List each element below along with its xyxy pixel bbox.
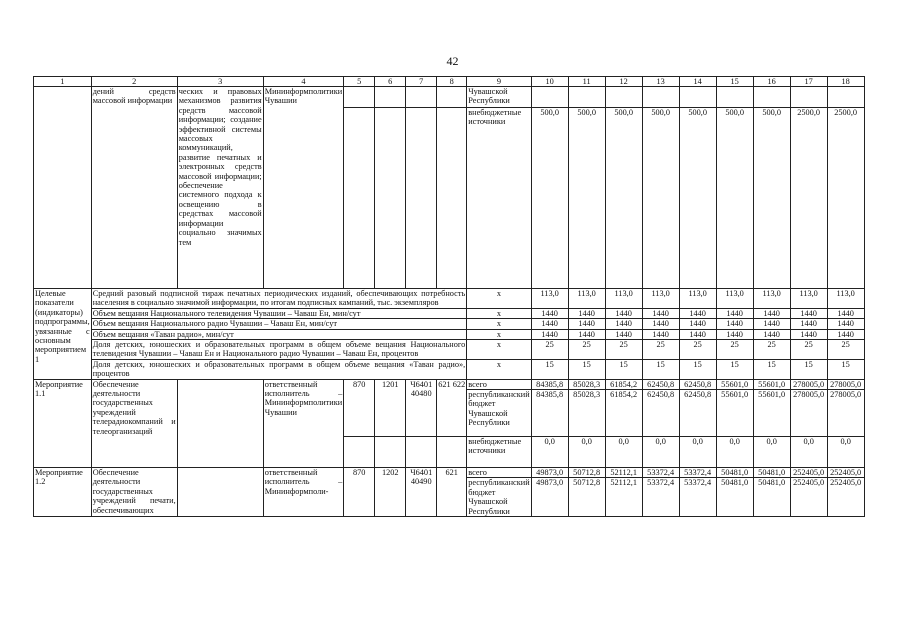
value-cell: 1440	[568, 329, 605, 339]
value-cell: 1440	[531, 319, 568, 329]
value-cell: 15	[642, 359, 679, 379]
value-cell: 50712,8	[568, 478, 605, 517]
value-cell: 1440	[531, 308, 568, 318]
cont-s1-source: Чувашской Республики	[467, 87, 531, 108]
value-cell: 55601,0	[753, 390, 790, 437]
value-cell: 62450,8	[642, 390, 679, 437]
target-row	[34, 308, 865, 318]
value-cell: 0,0	[679, 437, 716, 468]
value-cell: 500,0	[753, 108, 790, 289]
value-cell: 113,0	[642, 289, 679, 309]
value-cell: 113,0	[827, 289, 864, 309]
value-cell: 113,0	[531, 289, 568, 309]
value-cell: 500,0	[568, 108, 605, 289]
value-cell: 1440	[790, 329, 827, 339]
value-cell: 25	[753, 340, 790, 360]
target-text: Объем вещания «Таван радио», мин/сут	[91, 329, 467, 339]
value-cell: 500,0	[642, 108, 679, 289]
value-cell: 49873,0	[531, 478, 568, 517]
cont-c4: Мининформполитики Чувашии	[263, 87, 344, 289]
value-cell: 25	[827, 340, 864, 360]
value-cell: 15	[753, 359, 790, 379]
target-text: Объем вещания Национального радио Чувашии – Чаваш Ен, мин/сут	[91, 319, 467, 329]
value-cell: 1440	[679, 329, 716, 339]
value-cell: 113,0	[605, 289, 642, 309]
header-cell: 4	[263, 77, 344, 87]
target-row	[34, 340, 865, 360]
value-cell: 1440	[679, 308, 716, 318]
value-cell: 1440	[790, 319, 827, 329]
m11-label: Мероприятие 1.1	[34, 379, 92, 467]
header-cell: 14	[679, 77, 716, 87]
m11-c6: 1201	[375, 379, 406, 436]
value-cell: 15	[790, 359, 827, 379]
value-cell: 0,0	[716, 437, 753, 468]
value-cell: 55601,0	[716, 379, 753, 389]
header-cell: 6	[375, 77, 406, 87]
value-cell: 15	[716, 359, 753, 379]
value-cell: 1440	[605, 308, 642, 318]
target-text: Доля детских, юношеских и образовательных программ в общем объеме вещания «Таван радио», процентов	[92, 359, 466, 379]
m11-responsible: ответственный исполнитель – Мининформполитики Чувашии	[263, 379, 344, 467]
target-x: x	[467, 308, 531, 318]
value-cell: 0,0	[568, 437, 605, 468]
value-cell: 1440	[827, 308, 864, 318]
value-cell: 1440	[790, 308, 827, 318]
value-cell: 50481,0	[753, 478, 790, 517]
target-row	[34, 329, 865, 339]
m11-r2-source: республиканский бюджет Чувашской Республики	[467, 390, 531, 437]
target-row	[34, 289, 865, 309]
value-cell: 1440	[642, 319, 679, 329]
value-cell: 278005,0	[790, 390, 827, 437]
value-cell: 84385,8	[531, 390, 568, 437]
value-cell: 2500,0	[790, 108, 827, 289]
m11-c7: Ч6401 40480	[406, 379, 437, 436]
header-cell: 1	[34, 77, 92, 87]
header-cell: 5	[344, 77, 375, 87]
value-cell: 25	[679, 340, 716, 360]
value-cell: 278005,0	[827, 390, 864, 437]
cont-s2-source: внебюджетные источники	[467, 108, 531, 289]
value-cell: 50481,0	[753, 468, 790, 478]
value-cell: 1440	[827, 319, 864, 329]
value-cell: 50481,0	[716, 478, 753, 517]
value-cell: 0,0	[753, 437, 790, 468]
value-cell: 53372,4	[679, 468, 716, 478]
target-text: Доля детских, юношеских и образовательных программ в общем объеме вещания Национального телевидения Чувашии – Чаваш Ен и Национального радио Чувашии – Чаваш Ен, процентов	[92, 340, 466, 359]
value-cell: 55601,0	[716, 390, 753, 437]
value-cell: 500,0	[679, 108, 716, 289]
header-cell: 8	[437, 77, 467, 87]
header-cell: 17	[790, 77, 827, 87]
value-cell: 2500,0	[827, 108, 864, 289]
value-cell: 25	[642, 340, 679, 360]
m12-responsible: ответственный исполнитель – Мининформполи-	[263, 468, 344, 517]
value-cell: 1440	[753, 329, 790, 339]
header-cell: 15	[716, 77, 753, 87]
target-x: x	[467, 289, 531, 309]
target-row	[34, 319, 865, 329]
m12-r1-source: всего	[467, 468, 531, 478]
value-cell: 15	[531, 359, 568, 379]
value-cell: 52112,1	[605, 478, 642, 517]
value-cell: 61854,2	[605, 379, 642, 389]
m12-r2-source: республиканский бюджет Чувашской Республики	[468, 478, 530, 516]
cont-row-1	[34, 87, 865, 108]
m11-r3-source: внебюджетные источники	[467, 437, 531, 468]
page-number: 42	[446, 54, 459, 68]
header-cell: 11	[568, 77, 605, 87]
value-cell: 25	[790, 340, 827, 360]
cont-c2: дений средств массовой информации	[91, 87, 177, 289]
m12-c5: 870	[344, 468, 375, 517]
value-cell: 0,0	[790, 437, 827, 468]
header-cell: 3	[177, 77, 263, 87]
value-cell: 84385,8	[531, 379, 568, 389]
targets-label: Целевые показатели (индикаторы) подпрограммы, увязанные с основным мероприятием 1	[34, 289, 92, 380]
cont-c1	[34, 87, 92, 289]
value-cell: 50712,8	[568, 468, 605, 478]
value-cell: 53372,4	[679, 478, 716, 517]
value-cell: 85028,3	[568, 379, 605, 389]
header-row	[34, 77, 865, 87]
target-row	[34, 359, 865, 379]
header-cell: 9	[467, 77, 531, 87]
value-cell: 1440	[642, 329, 679, 339]
value-cell: 113,0	[716, 289, 753, 309]
header-cell: 13	[642, 77, 679, 87]
value-cell: 25	[568, 340, 605, 360]
value-cell: 500,0	[531, 108, 568, 289]
value-cell: 1440	[679, 319, 716, 329]
header-cell: 12	[605, 77, 642, 87]
value-cell: 252405,0	[827, 478, 864, 517]
value-cell: 85028,3	[568, 390, 605, 437]
header-cell: 7	[406, 77, 437, 87]
value-cell: 0,0	[531, 437, 568, 468]
m12-c7: Ч6401 40490	[406, 468, 437, 517]
m12-c6: 1202	[375, 468, 406, 517]
header-cell: 18	[827, 77, 864, 87]
target-x: x	[467, 329, 531, 339]
value-cell: 52112,1	[605, 468, 642, 478]
m11-c8: 621 622	[437, 379, 467, 436]
value-cell: 50481,0	[716, 468, 753, 478]
value-cell: 278005,0	[827, 379, 864, 389]
value-cell: 1440	[642, 308, 679, 318]
header-cell: 16	[753, 77, 790, 87]
value-cell: 53372,4	[642, 468, 679, 478]
header-cell: 10	[531, 77, 568, 87]
target-x: x	[467, 319, 531, 329]
value-cell: 25	[716, 340, 753, 360]
m11-r1-source: всего	[467, 379, 531, 389]
m11-c5: 870	[344, 379, 375, 436]
target-text: Объем вещания Национального телевидения Чувашии – Чаваш Ен, мин/сут	[91, 308, 467, 318]
value-cell: 1440	[568, 308, 605, 318]
value-cell: 0,0	[827, 437, 864, 468]
value-cell: 1440	[568, 319, 605, 329]
value-cell: 1440	[605, 319, 642, 329]
target-text: Средний разовый подписной тираж печатных периодических изданий, обеспечивающих потребность населения в социально значимой информации, по итогам подписных кампаний, тыс. экземпляров	[92, 289, 466, 308]
value-cell: 15	[568, 359, 605, 379]
value-cell: 1440	[716, 329, 753, 339]
value-cell: 1440	[531, 329, 568, 339]
budget-table	[33, 76, 865, 517]
value-cell: 500,0	[605, 108, 642, 289]
value-cell: 252405,0	[790, 468, 827, 478]
value-cell: 0,0	[642, 437, 679, 468]
value-cell: 252405,0	[790, 478, 827, 517]
value-cell: 1440	[605, 329, 642, 339]
value-cell: 0,0	[605, 437, 642, 468]
m12-row-1	[34, 468, 865, 478]
value-cell: 49873,0	[531, 468, 568, 478]
cont-c3: ческих и правовых механизмов развития средств массовой информации; создание эффективной системы массовых коммуникаций, развитие печатных и электронных средств массовой информации; обеспечение системного подхода к освещению в средствах массовой информации социально значимых тем	[177, 87, 263, 289]
value-cell: 62450,8	[642, 379, 679, 389]
value-cell: 500,0	[716, 108, 753, 289]
target-x: x	[467, 359, 531, 379]
value-cell: 113,0	[568, 289, 605, 309]
value-cell: 15	[679, 359, 716, 379]
value-cell: 1440	[716, 319, 753, 329]
m11-row-1	[34, 379, 865, 389]
value-cell: 278005,0	[790, 379, 827, 389]
value-cell: 53372,4	[642, 478, 679, 517]
m12-name: Обеспечение деятельности государственных учреждений печати, обеспечивающих	[92, 468, 176, 515]
target-x: x	[467, 340, 531, 360]
header-cell: 2	[91, 77, 177, 87]
value-cell: 1440	[827, 329, 864, 339]
value-cell: 1440	[716, 308, 753, 318]
m11-name: Обеспечение деятельности государственных учреждений телерадиокомпаний и телеорганизаций	[91, 379, 177, 467]
value-cell: 62450,8	[679, 390, 716, 437]
value-cell: 1440	[753, 308, 790, 318]
value-cell: 1440	[753, 319, 790, 329]
value-cell: 61854,2	[605, 390, 642, 437]
m12-label: Мероприятие 1.2	[34, 468, 92, 517]
value-cell: 55601,0	[753, 379, 790, 389]
value-cell: 113,0	[790, 289, 827, 309]
value-cell: 62450,8	[679, 379, 716, 389]
m12-c8: 621	[437, 468, 467, 517]
value-cell: 15	[827, 359, 864, 379]
value-cell: 113,0	[753, 289, 790, 309]
value-cell: 25	[531, 340, 568, 360]
value-cell: 113,0	[679, 289, 716, 309]
value-cell: 25	[605, 340, 642, 360]
value-cell: 252405,0	[827, 468, 864, 478]
value-cell: 15	[605, 359, 642, 379]
